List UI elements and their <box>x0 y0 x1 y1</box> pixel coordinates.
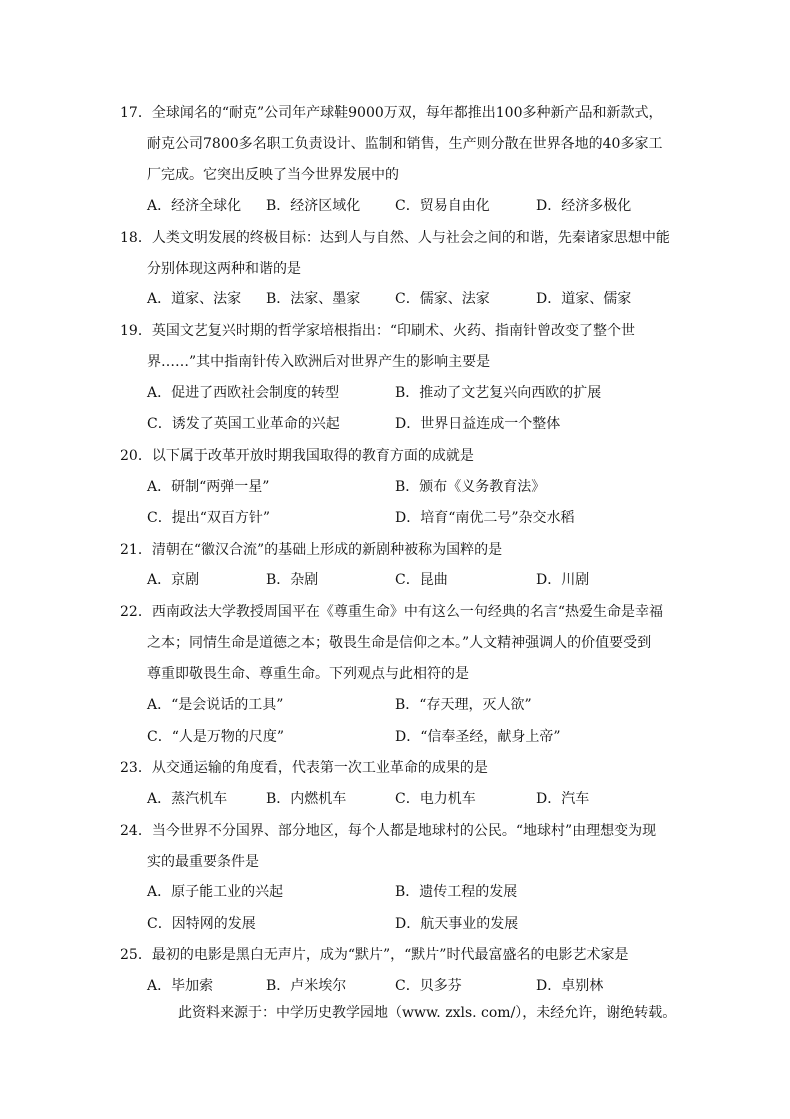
question-number: 19． <box>120 323 152 339</box>
question-17-line-1: 17．全球闻名的“耐克”公司年产球鞋9000万双，每年都推出100多种新产品和新款式， <box>120 105 663 121</box>
question-19-line-1: 19．英国文艺复兴时期的哲学家培根指出：“印刷术、火药、指南针曾改变了整个世 <box>120 323 635 339</box>
question-19-line-2: 界……”其中指南针传入欧洲后对世界产生的影响主要是 <box>147 354 491 370</box>
question-25-option-c: C．贝多芬 <box>395 978 462 994</box>
question-21-line-1: 21．清朝在“徽汉合流”的基础上形成的新剧种被称为国粹的是 <box>120 542 503 558</box>
question-17-line-3: 厂完成。它突出反映了当今世界发展中的 <box>147 167 399 183</box>
question-25-option-a: A．毕加索 <box>147 978 214 994</box>
question-23-option-c: C．电力机车 <box>395 791 476 807</box>
question-20-option-a: A．研制“两弹一星” <box>147 479 270 495</box>
question-21-option-c: C．昆曲 <box>395 572 448 588</box>
question-25-option-b: B．卢米埃尔 <box>266 978 347 994</box>
question-19-option-d: D．世界日益连成一个整体 <box>395 416 561 432</box>
question-24-line-2: 实的最重要条件是 <box>147 854 259 870</box>
question-18-option-a: A．道家、法家 <box>147 291 242 307</box>
question-20-option-d: D．培育“南优二号”杂交水稻 <box>395 510 575 526</box>
question-23-option-a: A．蒸汽机车 <box>147 791 228 807</box>
question-number: 21． <box>120 542 152 558</box>
question-22-line-2: 之本；同情生命是道德之本；敬畏生命是信仰之本。”人文精神强调人的价值要受到 <box>147 635 652 651</box>
question-18-line-1: 18．人类文明发展的终极目标：达到人与自然、人与社会之间的和谐，先秦诸家思想中能 <box>120 230 670 246</box>
question-number: 25． <box>120 947 152 963</box>
question-number: 24． <box>120 823 152 839</box>
question-17-option-a: A．经济全球化 <box>147 198 242 214</box>
question-24-line-1: 24．当今世界不分国界、部分地区，每个人都是地球村的公民。“地球村”由理想变为现 <box>120 823 657 839</box>
question-22-option-a: A．“是会说话的工具” <box>147 697 284 713</box>
question-24-option-a: A．原子能工业的兴起 <box>147 884 284 900</box>
question-23-line-1: 23．从交通运输的角度看，代表第一次工业革命的成果的是 <box>120 760 488 776</box>
question-23-option-b: B．内燃机车 <box>266 791 347 807</box>
question-24-option-d: D．航天事业的发展 <box>395 916 519 932</box>
question-22-option-c: C．“人是万物的尺度” <box>147 729 285 745</box>
question-number: 17． <box>120 105 152 121</box>
question-21-option-a: A．京剧 <box>147 572 200 588</box>
question-18-option-b: B．法家、墨家 <box>266 291 361 307</box>
question-number: 23． <box>120 760 152 776</box>
question-17-option-b: B．经济区域化 <box>266 198 361 214</box>
question-25-option-d: D．卓别林 <box>536 978 604 994</box>
question-18-option-c: C．儒家、法家 <box>395 291 490 307</box>
question-24-option-c: C．因特网的发展 <box>147 916 256 932</box>
question-18-option-d: D．道家、儒家 <box>536 291 632 307</box>
question-number: 20． <box>120 448 152 464</box>
question-17-option-c: C．贸易自由化 <box>395 198 490 214</box>
question-21-option-d: D．川剧 <box>536 572 590 588</box>
question-21-option-b: B．杂剧 <box>266 572 319 588</box>
question-25-line-1: 25．最初的电影是黑白无声片，成为“默片”，“默片”时代最富盛名的电影艺术家是 <box>120 947 629 963</box>
question-22-option-b: B．“存天理，灭人欲” <box>395 697 532 713</box>
question-17-line-2: 耐克公司7800多名职工负责设计、监制和销售，生产则分散在世界各地的40多家工 <box>147 136 663 152</box>
question-24-option-b: B．遗传工程的发展 <box>395 884 518 900</box>
question-23-option-d: D．汽车 <box>536 791 590 807</box>
question-20-option-c: C．提出“双百方针” <box>147 510 271 526</box>
question-22-line-3: 尊重即敬畏生命、尊重生命。下列观点与此相符的是 <box>147 666 469 682</box>
question-19-option-a: A．促进了西欧社会制度的转型 <box>147 385 340 401</box>
question-17-option-d: D．经济多极化 <box>536 198 632 214</box>
question-22-line-1: 22．西南政法大学教授周国平在《尊重生命》中有这么一句经典的名言“热爱生命是幸福 <box>120 604 663 620</box>
question-19-option-b: B．推动了文艺复兴向西欧的扩展 <box>395 385 602 401</box>
question-22-option-d: D．“信奉圣经，献身上帝” <box>395 729 561 745</box>
question-20-option-b: B．颁布《义务教育法》 <box>395 479 546 495</box>
question-20-line-1: 20．以下属于改革开放时期我国取得的教育方面的成就是 <box>120 448 474 464</box>
question-19-option-c: C．诱发了英国工业革命的兴起 <box>147 416 340 432</box>
question-number: 18． <box>120 230 152 246</box>
source-footer: 此资料来源于：中学历史教学园地（www. zxls. com/），未经允许，谢绝转载。 <box>178 1005 677 1021</box>
question-number: 22． <box>120 604 152 620</box>
question-18-line-2: 分别体现这两种和谐的是 <box>147 261 301 277</box>
